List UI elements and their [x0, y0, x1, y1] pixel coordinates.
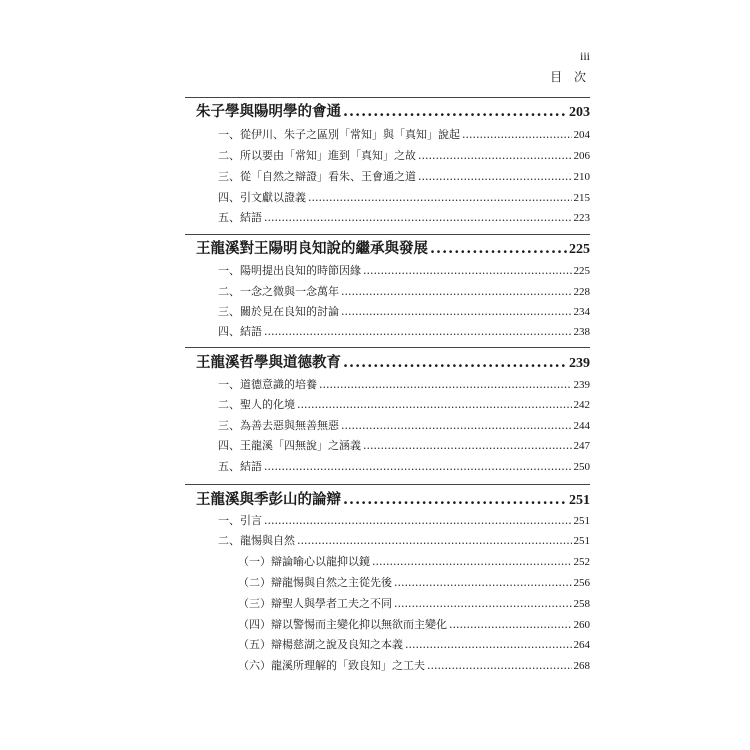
- section-title: 一、從伊川、朱子之區別「常知」與「真知」說起: [218, 128, 460, 141]
- toc-subsection: [238, 574, 590, 590]
- section-title: 二、所以要由「常知」進到「真知」之故: [218, 149, 416, 162]
- dot-leader: [343, 103, 567, 120]
- section-page: 204: [573, 129, 590, 141]
- subsection-title: （三）辯聖人與學者工夫之不同: [238, 597, 392, 610]
- toc-subsection: [238, 657, 590, 673]
- toc-subsection: [238, 553, 590, 569]
- section-page: 242: [573, 399, 590, 411]
- chapter-page: 225: [569, 242, 590, 257]
- toc-chapter-2: [196, 237, 590, 258]
- dot-leader: [418, 149, 572, 162]
- dot-leader: [427, 659, 572, 672]
- dot-leader: [394, 576, 572, 589]
- section-title: 四、結語: [218, 325, 262, 338]
- dot-leader: [319, 378, 572, 391]
- subsection-page: 256: [573, 577, 590, 589]
- section-page: 225: [573, 265, 590, 277]
- section-page: 251: [573, 535, 590, 547]
- toc-section: [218, 396, 590, 412]
- subsection-title: （四）辯以警惕而主變化抑以無欲而主變化: [238, 618, 447, 631]
- toc-subsection: [238, 595, 590, 611]
- subsection-page: 264: [573, 639, 590, 651]
- running-head: 目 次: [550, 70, 590, 84]
- chapter-divider: [185, 347, 590, 348]
- subsection-title: （二）辯龍惕與自然之主從先後: [238, 576, 392, 589]
- dot-leader: [418, 170, 572, 183]
- toc-section: [218, 126, 590, 142]
- toc-section: [218, 512, 590, 528]
- section-title: 一、陽明提出良知的時節因緣: [218, 264, 361, 277]
- page-number: iii: [579, 49, 590, 63]
- toc-section: [218, 458, 590, 474]
- toc-section: [218, 532, 590, 548]
- toc-section: [218, 189, 590, 205]
- section-page: 250: [573, 461, 590, 473]
- dot-leader: [297, 398, 572, 411]
- chapter-page: 251: [569, 493, 590, 508]
- subsection-page: 252: [573, 556, 590, 568]
- section-page: 239: [573, 379, 590, 391]
- section-page: 210: [573, 171, 590, 183]
- dot-leader: [341, 285, 572, 298]
- toc-section: [218, 283, 590, 299]
- section-page: 215: [573, 192, 590, 204]
- toc-section: [218, 323, 590, 339]
- dot-leader: [264, 514, 572, 527]
- toc-section: [218, 417, 590, 433]
- toc-section: [218, 209, 590, 225]
- section-page: 247: [573, 440, 590, 452]
- section-title: 五、結語: [218, 211, 262, 224]
- dot-leader: [297, 534, 572, 547]
- subsection-page: 258: [573, 598, 590, 610]
- section-title: 一、引言: [218, 514, 262, 527]
- chapter-title: 朱子學與陽明學的會通: [196, 103, 341, 120]
- toc-chapter-4: [196, 488, 590, 509]
- toc-section: [218, 376, 590, 392]
- chapter-title: 王龍溪哲學與道德教育: [196, 354, 341, 371]
- section-page: 206: [573, 150, 590, 162]
- toc-subsection: [238, 636, 590, 652]
- toc-subsection: [238, 616, 590, 632]
- dot-leader: [363, 439, 572, 452]
- dot-leader: [264, 325, 572, 338]
- section-title: 二、一念之微與一念萬年: [218, 285, 339, 298]
- dot-leader: [264, 460, 572, 473]
- toc-chapter-3: [196, 351, 590, 372]
- section-title: 三、關於見在良知的討論: [218, 305, 339, 318]
- section-page: 234: [573, 306, 590, 318]
- chapter-page: 203: [569, 105, 590, 120]
- section-page: 223: [573, 212, 590, 224]
- section-page: 244: [573, 420, 590, 432]
- section-title: 四、王龍溪「四無說」之涵義: [218, 439, 361, 452]
- toc-section: [218, 262, 590, 278]
- dot-leader: [405, 638, 572, 651]
- subsection-title: （五）辯楊慈湖之說及良知之本義: [238, 638, 403, 651]
- dot-leader: [363, 264, 572, 277]
- dot-leader: [372, 555, 572, 568]
- dot-leader: [341, 419, 572, 432]
- toc-chapter-1: [196, 100, 590, 121]
- section-title: 五、結語: [218, 460, 262, 473]
- dot-leader: [264, 211, 572, 224]
- subsection-page: 260: [573, 619, 590, 631]
- toc-section: [218, 147, 590, 163]
- dot-leader: [394, 597, 572, 610]
- dot-leader: [449, 618, 572, 631]
- dot-leader: [343, 491, 567, 508]
- dot-leader: [430, 240, 567, 257]
- section-title: 二、龍惕與自然: [218, 534, 295, 547]
- section-title: 三、為善去惡與無善無惡: [218, 419, 339, 432]
- subsection-page: 268: [573, 660, 590, 672]
- chapter-title: 王龍溪對王陽明良知說的繼承與發展: [196, 240, 428, 257]
- toc-section: [218, 168, 590, 184]
- section-page: 238: [573, 326, 590, 338]
- section-page: 251: [573, 515, 590, 527]
- subsection-title: （一）辯論喻心以龍抑以鏡: [238, 555, 370, 568]
- dot-leader: [343, 354, 567, 371]
- section-page: 228: [573, 286, 590, 298]
- toc-section: [218, 437, 590, 453]
- toc-section: [218, 303, 590, 319]
- dot-leader: [341, 305, 572, 318]
- chapter-divider: [185, 97, 590, 98]
- chapter-divider: [185, 234, 590, 235]
- section-title: 三、從「自然之辯證」看朱、王會通之道: [218, 170, 416, 183]
- section-title: 二、聖人的化境: [218, 398, 295, 411]
- subsection-title: （六）龍溪所理解的「致良知」之工夫: [238, 659, 425, 672]
- chapter-divider: [185, 484, 590, 485]
- section-title: 一、道德意識的培養: [218, 378, 317, 391]
- dot-leader: [462, 128, 572, 141]
- section-title: 四、引文獻以證義: [218, 191, 306, 204]
- dot-leader: [308, 191, 572, 204]
- chapter-page: 239: [569, 356, 590, 371]
- chapter-title: 王龍溪與季彭山的論辯: [196, 491, 341, 508]
